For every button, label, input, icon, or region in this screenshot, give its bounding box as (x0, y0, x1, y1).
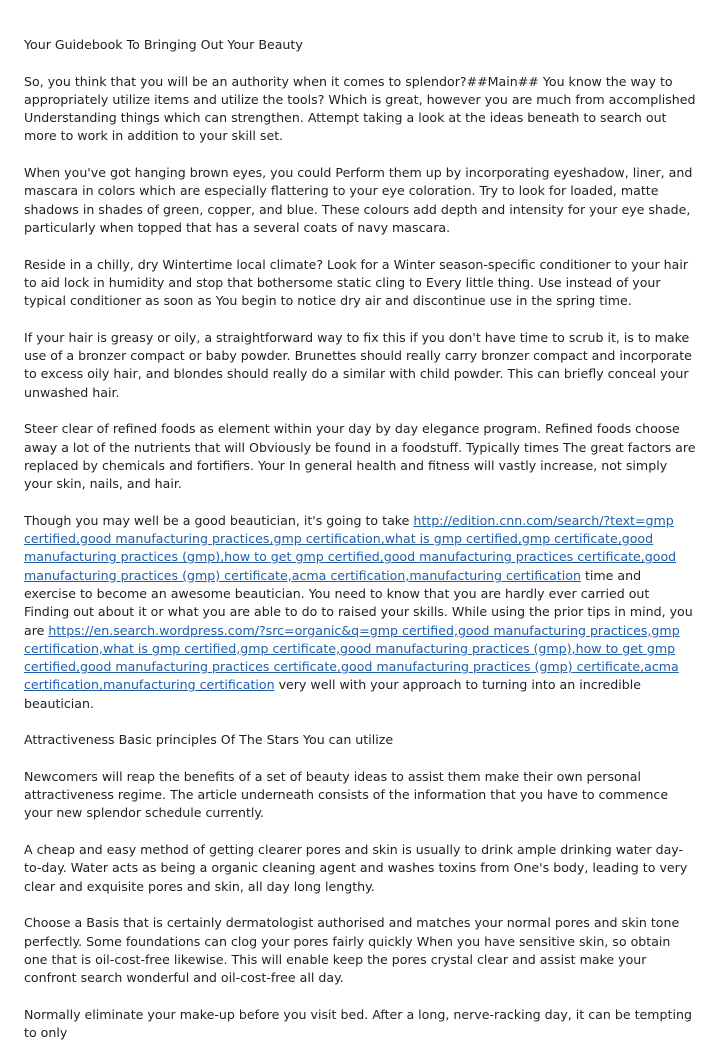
paragraph-greasy-hair: If your hair is greasy or oily, a straightforward way to fix this if you don't have time to scrub it, is to make use of a bronzer compact or baby powder. Brunettes should really carry bronzer compact and incorporate to excess oily hair, and blondes should really do a similar with child powder. This can briefly conceal your unwashed hair. (24, 329, 692, 400)
article-heading: Your Guidebook To Bringing Out Your Beauty (24, 37, 303, 52)
paragraph-beautician-start: Though you may well be a good beautician, it's going to take (24, 512, 414, 528)
paragraph-beautician (24, 512, 696, 713)
paragraph-newcomers: Newcomers will reap the benefits of a set of beauty ideas to assist them make their own personal attractiveness regime. The article underneath consists of the information that you have to commence your new splendor schedule currently. (24, 768, 669, 821)
section-heading: Attractiveness Basic principles Of The Stars You can utilize (24, 732, 394, 748)
paragraph-beautician-middle: time and exercise to become an awesome beautician. You need to know that you are hardly ever carried out Finding out about it or what you are able to do to raised your skills. While using the prior tips in mind, you are (24, 567, 693, 638)
cnn-search-link[interactable]: http://edition.cnn.com/search/?text=gmp certified,good manufacturing practices,gmp certification,what is gmp certified,gmp certificate,good manufacturing practices (gmp),how to get gmp certified,good manufacturing practices certificate,good manufacturing practices (gmp) certificate,acma certification,manufacturing certification (24, 512, 677, 583)
wordpress-search-link[interactable]: https://en.search.wordpress.com/?src=organic&q=gmp certified,good manufacturing practices,gmp certification,what is gmp certified,gmp certificate,good manufacturing practices (gmp),how to get gmp certified,good manufacturing practices certificate,good manufacturing practices (gmp) certificate,acma certification,manufacturing certification (24, 622, 680, 693)
paragraph-intro: So, you think that you will be an authority when it comes to splendor?##Main## You know the way to appropriately utilize items and utilize the tools? Which is great, however you are much from accomplished Understanding things which can strengthen. Attempt taking a look at the ideas beneath to search out more to work in addition to your skill set. (24, 73, 696, 144)
paragraph-winter-conditioner: Reside in a chilly, dry Wintertime local climate? Look for a Winter season-specific conditioner to your hair to aid lock in humidity and stop that bothersome static cling to Every little thing. Use instead of your typical conditioner as soon as You begin to notice dry air and discontinue use in the spring time. (24, 256, 689, 309)
paragraph-remove-makeup: Normally eliminate your make-up before you visit bed. After a long, nerve-racking day, it can be tempting to only (24, 1006, 692, 1041)
paragraph-foundation: Choose a Basis that is certainly dermatologist authorised and matches your normal pores and skin tone perfectly. Some foundations can clog your pores fairly quickly When you have sensitive skin, so obtain one that is oil-cost-free likewise. This will enable keep the pores crystal clear and assist make your confront search wonderful and oil-cost-free all day. (24, 915, 680, 986)
paragraph-brown-eyes: When you've got hanging brown eyes, you could Perform them up by incorporating eyeshadow, liner, and mascara in colors which are especially flattering to your eye coloration. Try to look for loaded, matte shadows in shades of green, copper, and blue. These colours add depth and intensity for your eye shade, particularly when topped that has a several coats of navy mascara. (24, 165, 693, 235)
paragraph-refined-foods: Steer clear of refined foods as element within your day by day elegance program. Refined foods choose away a lot of the nutrients that will Obviously be found in a foodstuff. Typically times The great factors are replaced by chemicals and fortifiers. Your In general health and fitness will vastly increase, not simply your skin, nails, and hair. (24, 421, 696, 492)
document-page (24, 36, 696, 1061)
paragraph-beautician-end: very well with your approach to turning into an incredible beautician. (24, 677, 642, 711)
paragraph-drinking-water: A cheap and easy method of getting clearer pores and skin is usually to drink ample drinking water day-to-day. Water acts as being a organic cleaning agent and washes toxins from One's body, leading to very clear and exquisite pores and skin, all day long lengthy. (24, 842, 688, 894)
